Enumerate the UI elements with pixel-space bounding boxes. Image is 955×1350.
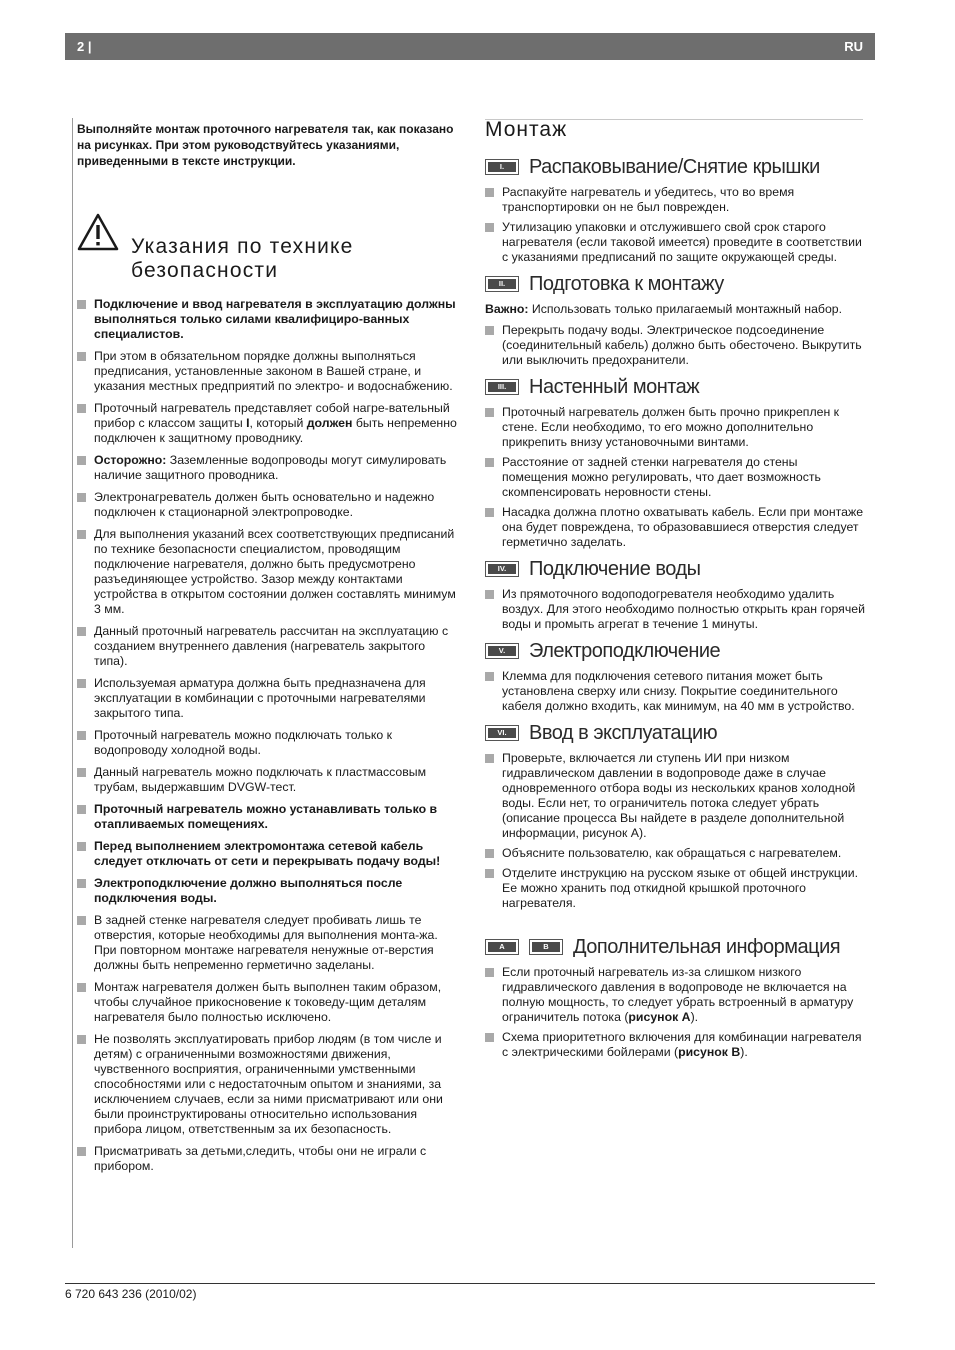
list-item: При этом в обязательном порядке должны выполняться предписания, установленные законом в Вашей стране, и указания местных предприятий по электро- и водоснабжению.: [77, 349, 457, 394]
step-badge: III.: [485, 379, 519, 395]
step-badge: I.: [485, 159, 519, 175]
figure-badge-b: B: [529, 939, 563, 955]
section-title: Распаковывание/Снятие крышки: [529, 156, 820, 178]
figure-badge-a: A: [485, 939, 519, 955]
list-item: Если проточный нагреватель из-за слишком низкого гидравлического давления в водопроводе не включается на полную мощность, то следует убрать встроенный в арматуру ограничитель потока (рисунок A).: [485, 965, 865, 1025]
list-item: Проверьте, включается ли ступень ИИ при низком гидравлическом давлении в водопроводе даже в случае одновременного отбора воды из нескольких кранов холодной воды. Если нет, то ограничитель потока следует убрать (описание процесса Вы найдете в разделе дополнительной информации, рисунок A).: [485, 751, 865, 841]
wall-mounting-list: [485, 405, 865, 550]
list-item: Отделите инструкцию на русском языке от общей инструкции. Ее можно хранить под откидной крышкой проточного нагревателя.: [485, 866, 865, 911]
section-title: Подготовка к монтажу: [529, 273, 724, 295]
preparation-list: [485, 323, 865, 368]
electrical-list: [485, 669, 865, 714]
list-item: Электронагреватель должен быть основательно и надежно подключен к стационарной электропроводке.: [77, 490, 457, 520]
language-code: RU: [844, 39, 863, 54]
section-title: Электроподключение: [529, 640, 721, 662]
section-title: Дополнительная информация: [573, 936, 841, 958]
list-item: Для выполнения указаний всех соответствующих предписаний по технике безопасности специалистом, проводящим подключение нагревателя, должно быть предусмотрено разъединяющее устройство. Зазор между контактами устройства в открытом состоянии должен составлять минимум 3 мм.: [77, 527, 457, 617]
list-item: Насадка должна плотно охватывать кабель. Если при монтаже она будет повреждена, то образовавшиеся отверстия следует герметично заделать.: [485, 505, 865, 550]
list-item: Объясните пользователю, как обращаться с нагревателем.: [485, 846, 865, 861]
section-heading-electrical: [485, 640, 865, 663]
step-badge: IV.: [485, 561, 519, 577]
list-item: Осторожно: Заземленные водопроводы могут симулировать наличие защитного проводника.: [77, 453, 457, 483]
commissioning-list: [485, 751, 865, 911]
step-badge: V.: [485, 643, 519, 659]
list-item: Подключение и ввод нагревателя в эксплуатацию должны выполняться только силами квалифициро-ванных специалистов.: [77, 297, 457, 342]
list-item: В задней стенке нагревателя следует пробивать лишь те отверстия, которые необходимы для выполнения монта-жа. При повторном монтаже нагревателя ненужные от-верстия должны быть непременно герметично заделаны.: [77, 913, 457, 973]
safety-list: [77, 297, 457, 1174]
intro-text: Выполняйте монтаж проточного нагревателя так, как показано на рисунках. При этом руководствуйтесь указаниями, приведенными в тексте инструкции.: [77, 122, 454, 168]
section-heading-commissioning: [485, 722, 865, 745]
section-heading-preparation: [485, 273, 865, 296]
section-heading-unpacking: [485, 156, 865, 179]
safety-heading: [77, 213, 457, 283]
list-item: Утилизацию упаковки и отслужившего свой срок старого нагревателя (если таковой имеется) проведите в соответствии с указаниями предписаний по защите окружающей среды.: [485, 220, 865, 265]
unpacking-list: [485, 185, 865, 265]
list-item: Используемая арматура должна быть предназначена для эксплуатации в комбинации с проточными нагревателями закрытого типа.: [77, 676, 457, 721]
left-column: [77, 121, 457, 1181]
list-item: Схема приоритетного включения для комбинации нагревателя с электрическими бойлерами (рисунок B).: [485, 1030, 865, 1060]
water-connection-list: [485, 587, 865, 632]
list-item: Расстояние от задней стенки нагревателя до стены помещения можно регулировать, что дает возможность скомпенсировать неровности стены.: [485, 455, 865, 500]
page-number: 2 |: [77, 39, 92, 54]
step-badge: II.: [485, 276, 519, 292]
section-title: Ввод в эксплуатацию: [529, 722, 718, 744]
list-item: Клемма для подключения сетевого питания может быть установлена сверху или снизу. Покрытие соединительного кабеля должно входить, как минимум, на 40 мм в устройство.: [485, 669, 865, 714]
additional-info-list: [485, 965, 865, 1060]
list-item: Проточный нагреватель можно устанавливать только в отапливаемых помещениях.: [77, 802, 457, 832]
list-item: Электроподключение должно выполняться после подключения воды.: [77, 876, 457, 906]
list-item: Не позволять эксплуатировать прибор людям (в том числе и детям) с ограниченными возможностями движения, чувственного восприятия, ограниченными умственными способностями или с недостаточным опытом и знаниями, за исключением случаев, если за ними присматривают или они были проинструктированы относительно использования прибора лицом, ответственным за их безопасность.: [77, 1032, 457, 1137]
section-heading-water-connection: [485, 558, 865, 581]
page-title: Монтаж: [485, 118, 568, 141]
right-column: [485, 118, 865, 1065]
column-divider: [72, 118, 73, 1248]
important-note: Важно: Использовать только прилагаемый монтажный набор.: [485, 302, 843, 316]
list-item: Проточный нагреватель должен быть прочно прикреплен к стене. Если необходимо, то его можно дополнительно прикрепить внизу установочными винтами.: [485, 405, 865, 450]
list-item: Проточный нагреватель представляет собой нагре-вательный прибор с классом защиты I, который должен быть непременно подключен к защитному проводнику.: [77, 401, 457, 446]
warning-triangle-icon: [77, 213, 119, 251]
list-item: Присматривать за детьми,следить, чтобы они не играли с прибором.: [77, 1144, 457, 1174]
list-item: Перед выполнением электромонтажа сетевой кабель следует отключать от сети и перекрывать подачу воды!: [77, 839, 457, 869]
section-title: Подключение воды: [529, 558, 701, 580]
section-heading-wall-mounting: [485, 376, 865, 399]
safety-title: Указания по технике безопасности: [131, 235, 354, 282]
document-code: 6 720 643 236 (2010/02): [65, 1287, 197, 1301]
section-title: Настенный монтаж: [529, 376, 700, 398]
list-item: Монтаж нагревателя должен быть выполнен таким образом, чтобы случайное прикосновение к токоведу-щим деталям нагревателя было полностью исключено.: [77, 980, 457, 1025]
footer-rule: [65, 1283, 875, 1284]
list-item: Данный проточный нагреватель рассчитан на эксплуатацию с созданием внутреннего давления (нагреватель закрытого типа).: [77, 624, 457, 669]
page-header-bar: [65, 33, 875, 60]
list-item: Из прямоточного водоподогревателя необходимо удалить воздух. Для этого необходимо полностью открыть кран горячей воды и промыть агрегат в течение 1 минуты.: [485, 587, 865, 632]
list-item: Проточный нагреватель можно подключать только к водопроводу холодной воды.: [77, 728, 457, 758]
list-item: Данный нагреватель можно подключать к пластмассовым трубам, выдержавшим DVGW-тест.: [77, 765, 457, 795]
list-item: Перекрыть подачу воды. Электрическое подсоединение (соединительный кабель) должно быть обесточено. Выкрутить или выключить предохранители.: [485, 323, 865, 368]
section-heading-additional-info: [485, 936, 865, 959]
list-item: Распакуйте нагреватель и убедитесь, что во время транспортировки он не был поврежден.: [485, 185, 865, 215]
step-badge: VI.: [485, 725, 519, 741]
